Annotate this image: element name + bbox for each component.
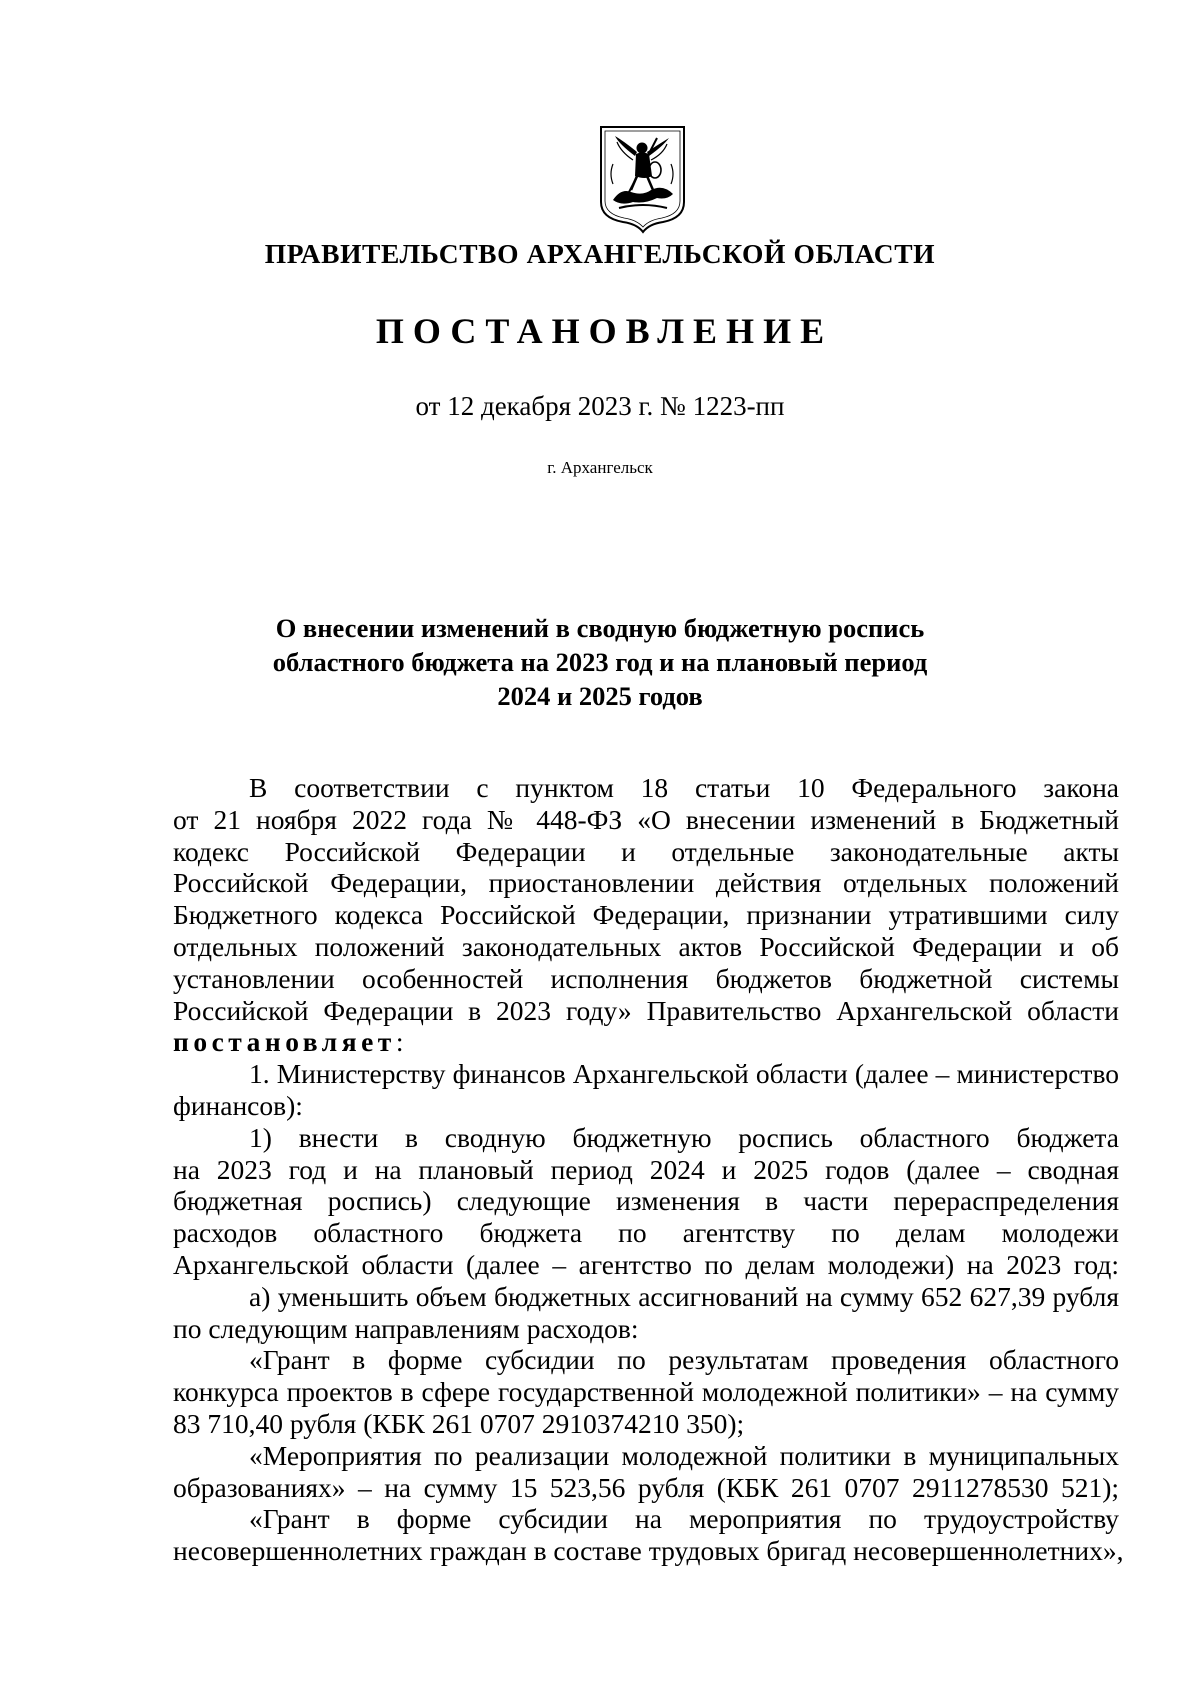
body-line: кодекс Российской Федерации и отдельные законодательные акты (173, 835, 1119, 867)
body-line: отдельных положений законодательных актов Российской Федерации и об (173, 930, 1119, 962)
body-line: установлении особенностей исполнения бюджетов бюджетной системы (173, 962, 1119, 994)
body-line: от 21 ноября 2022 года № 448-ФЗ «О внесении изменений в Бюджетный (173, 803, 1119, 835)
body-line: «Мероприятия по реализации молодежной политики в муниципальных (249, 1439, 1119, 1471)
body-line: 83 710,40 рубля (КБК 261 0707 2910374210 350); (173, 1407, 745, 1439)
resolution-line (173, 1026, 1119, 1058)
document-type-heading: ПОСТАНОВЛЕНИЕ (375, 311, 834, 351)
body-line: а) уменьшить объем бюджетных ассигнований на сумму 652 627,39 рубля (249, 1280, 1119, 1312)
document-title (0, 611, 1200, 713)
body-line: 1. Министерству финансов Архангельской области (далее – министерство (249, 1058, 1119, 1090)
title-line: 2024 и 2025 годов (497, 681, 703, 711)
government-name: ПРАВИТЕЛЬСТВО АРХАНГЕЛЬСКОЙ ОБЛАСТИ (264, 238, 936, 269)
date-and-number: от 12 декабря 2023 г. № 1223-пп (415, 391, 785, 421)
body-line: 1) внести в сводную бюджетную роспись областного бюджета (249, 1121, 1119, 1153)
body-line: несовершеннолетних граждан в составе трудовых бригад несовершеннолетних», (173, 1535, 1124, 1567)
resolves-word: постановляет (173, 1026, 396, 1058)
body-line: на 2023 год и на плановый период 2024 и 2025 годов (далее – сводная (173, 1153, 1119, 1185)
title-line: О внесении изменений в сводную бюджетную роспись (275, 613, 925, 643)
body-line: по следующим направлениям расходов: (173, 1312, 639, 1344)
coat-of-arms-emblem (597, 124, 688, 234)
body-line: Российской Федерации в 2023 году» Правительство Архангельской области (173, 994, 1119, 1026)
body-line: В соответствии с пунктом 18 статьи 10 Федерального закона (249, 772, 1119, 803)
body-line: конкурса проектов в сфере государственной молодежной политики» – на сумму (173, 1376, 1119, 1408)
colon: : (395, 1026, 404, 1058)
body-line: Архангельской области (далее – агентство по делам молодежи) на 2023 год: (173, 1248, 1119, 1280)
body-line: Российской Федерации, приостановлении действия отдельных положений (173, 867, 1119, 899)
city-name: г. Архангельск (547, 458, 653, 477)
body-line: бюджетная роспись) следующие изменения в части перераспределения (173, 1185, 1119, 1217)
document-body (173, 772, 1124, 1567)
body-line: образованиях» – на сумму 15 523,56 рубля (КБК 261 0707 2911278530 521); (173, 1471, 1119, 1503)
body-line: «Грант в форме субсидии по результатам проведения областного (249, 1344, 1119, 1376)
body-line: Бюджетного кодекса Российской Федерации, признании утратившими силу (173, 899, 1119, 931)
body-line: «Грант в форме субсидии на мероприятия по трудоустройству (249, 1503, 1119, 1535)
body-line: финансов): (173, 1089, 303, 1121)
body-line: расходов областного бюджета по агентству по делам молодежи (173, 1217, 1119, 1249)
title-line: областного бюджета на 2023 год и на плановый период (272, 647, 928, 677)
